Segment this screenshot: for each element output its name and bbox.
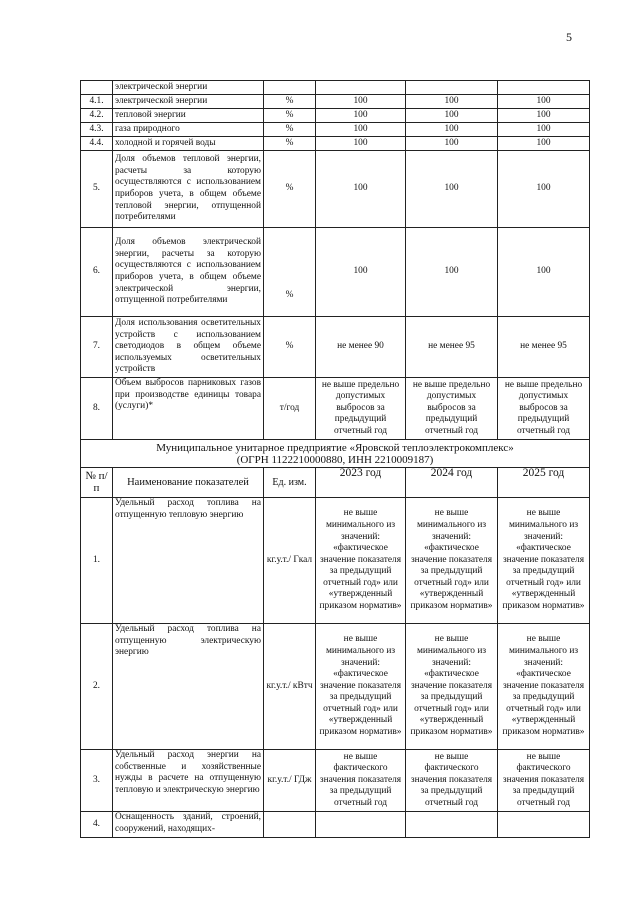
indicator-name: Удельный расход энергии на собственные и хозяйственные нужды в расчете на отпущенную тепловую и электрическую энергию [113, 750, 264, 812]
header-row [81, 468, 590, 498]
row-number: 6. [81, 228, 113, 317]
value-2024 [406, 81, 498, 95]
header-year-2024: 2024 год [406, 468, 498, 498]
table-row [81, 123, 590, 137]
unit-cell: т/год [264, 378, 316, 440]
value-2024: не выше фактического значения показателя за предыдущий отчетный год [406, 750, 498, 812]
value-2023: не выше предельно допустимых выбросов за предыдущий отчетный год [316, 378, 406, 440]
value-2025: не менее 95 [498, 317, 590, 378]
unit-cell: % [264, 137, 316, 151]
table-row [81, 109, 590, 123]
org-registration: (ОГРН 1122210000880, ИНН 2210009187) [236, 453, 434, 466]
value-2025: 100 [498, 151, 590, 228]
indicator-name: тепловой энергии [113, 109, 264, 123]
table-row [81, 95, 590, 109]
row-number: 5. [81, 151, 113, 228]
value-2023 [316, 812, 406, 838]
value-2023: не выше минимального из значений: «фактическое значение показателя за предыдущий отчетный год» или «утвержденный приказом норматив» [316, 498, 406, 624]
header-number: № п/п [81, 468, 113, 498]
value-2023: 100 [316, 151, 406, 228]
row-number: 1. [81, 498, 113, 624]
value-2025: не выше фактического значения показателя за предыдущий отчетный год [498, 750, 590, 812]
table-row [81, 151, 590, 228]
header-name: Наименование показателей [113, 468, 264, 498]
value-2025 [498, 812, 590, 838]
table-row [81, 812, 590, 838]
indicator-name: Доля объемов тепловой энергии, расчеты за которую осуществляются с использованием приборов учета, в общем объеме тепловой энергии, отпущенной потребителями [113, 151, 264, 228]
value-2024 [406, 812, 498, 838]
value-2023: 100 [316, 109, 406, 123]
unit-cell: % [264, 123, 316, 137]
unit-cell [264, 81, 316, 95]
row-number: 4. [81, 812, 113, 838]
row-number [81, 81, 113, 95]
org-name: Муниципальное унитарное предприятие «Яровской теплоэлектрокомплекс» [156, 441, 514, 454]
table-row [81, 81, 590, 95]
table-row [81, 750, 590, 812]
indicator-name: электрической энергии [113, 81, 264, 95]
row-number: 2. [81, 624, 113, 750]
value-2023: не выше минимального из значений: «фактическое значение показателя за предыдущий отчетный год» или «утвержденный приказом норматив» [316, 624, 406, 750]
header-year-2025: 2025 год [498, 468, 590, 498]
value-2025: не выше минимального из значений: «фактическое значение показателя за предыдущий отчетный год» или «утвержденный приказом норматив» [498, 498, 590, 624]
value-2025: не выше минимального из значений: «фактическое значение показателя за предыдущий отчетный год» или «утвержденный приказом норматив» [498, 624, 590, 750]
value-2025: не выше предельно допустимых выбросов за предыдущий отчетный год [498, 378, 590, 440]
indicator-name: холодной и горячей воды [113, 137, 264, 151]
value-2025: 100 [498, 137, 590, 151]
unit-cell: кг.у.т./ ГДж [264, 750, 316, 812]
value-2023: 100 [316, 123, 406, 137]
value-2025: 100 [498, 228, 590, 317]
unit-cell [264, 812, 316, 838]
value-2024: не выше предельно допустимых выбросов за предыдущий отчетный год [406, 378, 498, 440]
page-number: 5 [566, 30, 572, 44]
value-2023 [316, 81, 406, 95]
value-2024: не выше минимального из значений: «фактическое значение показателя за предыдущий отчетный год» или «утвержденный приказом норматив» [406, 624, 498, 750]
value-2025 [498, 81, 590, 95]
table-row [81, 378, 590, 440]
table-row [81, 228, 590, 317]
value-2023: 100 [316, 137, 406, 151]
table-row [81, 137, 590, 151]
indicator-name: Удельный расход топлива на отпущенную тепловую энергию [113, 498, 264, 624]
row-number: 8. [81, 378, 113, 440]
unit-cell: % [264, 151, 316, 228]
value-2024: 100 [406, 95, 498, 109]
value-2024: 100 [406, 151, 498, 228]
indicators-table [80, 80, 590, 838]
value-2023: не менее 90 [316, 317, 406, 378]
value-2024: 100 [406, 123, 498, 137]
value-2024: 100 [406, 109, 498, 123]
row-number: 4.2. [81, 109, 113, 123]
row-number: 4.4. [81, 137, 113, 151]
table-row [81, 498, 590, 624]
value-2025: 100 [498, 123, 590, 137]
value-2024: не выше минимального из значений: «фактическое значение показателя за предыдущий отчетный год» или «утвержденный приказом норматив» [406, 498, 498, 624]
unit-cell: % [264, 95, 316, 109]
unit-cell: кг.у.т./ Гкал [264, 498, 316, 624]
unit-cell: % [264, 228, 316, 317]
table-row [81, 624, 590, 750]
header-year-2023: 2023 год [316, 468, 406, 498]
indicator-name: Доля объемов электрической энергии, расчеты за которую осуществляются с использованием приборов учета, в общем объеме электрической энергии, отпущенной потребителями [113, 228, 264, 317]
row-number: 4.1. [81, 95, 113, 109]
value-2023: 100 [316, 95, 406, 109]
org-row [81, 440, 590, 468]
indicator-name: газа природного [113, 123, 264, 137]
table-row [81, 317, 590, 378]
indicator-name: Удельный расход топлива на отпущенную электрическую энергию [113, 624, 264, 750]
indicator-name: Объем выбросов парниковых газов при производстве единицы товара (услуги)* [113, 378, 264, 440]
value-2023: 100 [316, 228, 406, 317]
org-heading [81, 440, 590, 468]
value-2024: 100 [406, 137, 498, 151]
value-2023: не выше фактического значения показателя за предыдущий отчетный год [316, 750, 406, 812]
row-number: 3. [81, 750, 113, 812]
unit-cell: % [264, 317, 316, 378]
value-2025: 100 [498, 109, 590, 123]
row-number: 7. [81, 317, 113, 378]
value-2024: 100 [406, 228, 498, 317]
row-number: 4.3. [81, 123, 113, 137]
indicator-name: Доля использования осветительных устройств с использованием светодиодов в общем объеме используемых осветительных устройств [113, 317, 264, 378]
indicator-name: Оснащенность зданий, строений, сооружений, находящих- [113, 812, 264, 838]
indicator-name: электрической энергии [113, 95, 264, 109]
unit-cell: % [264, 109, 316, 123]
value-2025: 100 [498, 95, 590, 109]
value-2024: не менее 95 [406, 317, 498, 378]
unit-cell: кг.у.т./ кВтч [264, 624, 316, 750]
header-unit: Ед. изм. [264, 468, 316, 498]
